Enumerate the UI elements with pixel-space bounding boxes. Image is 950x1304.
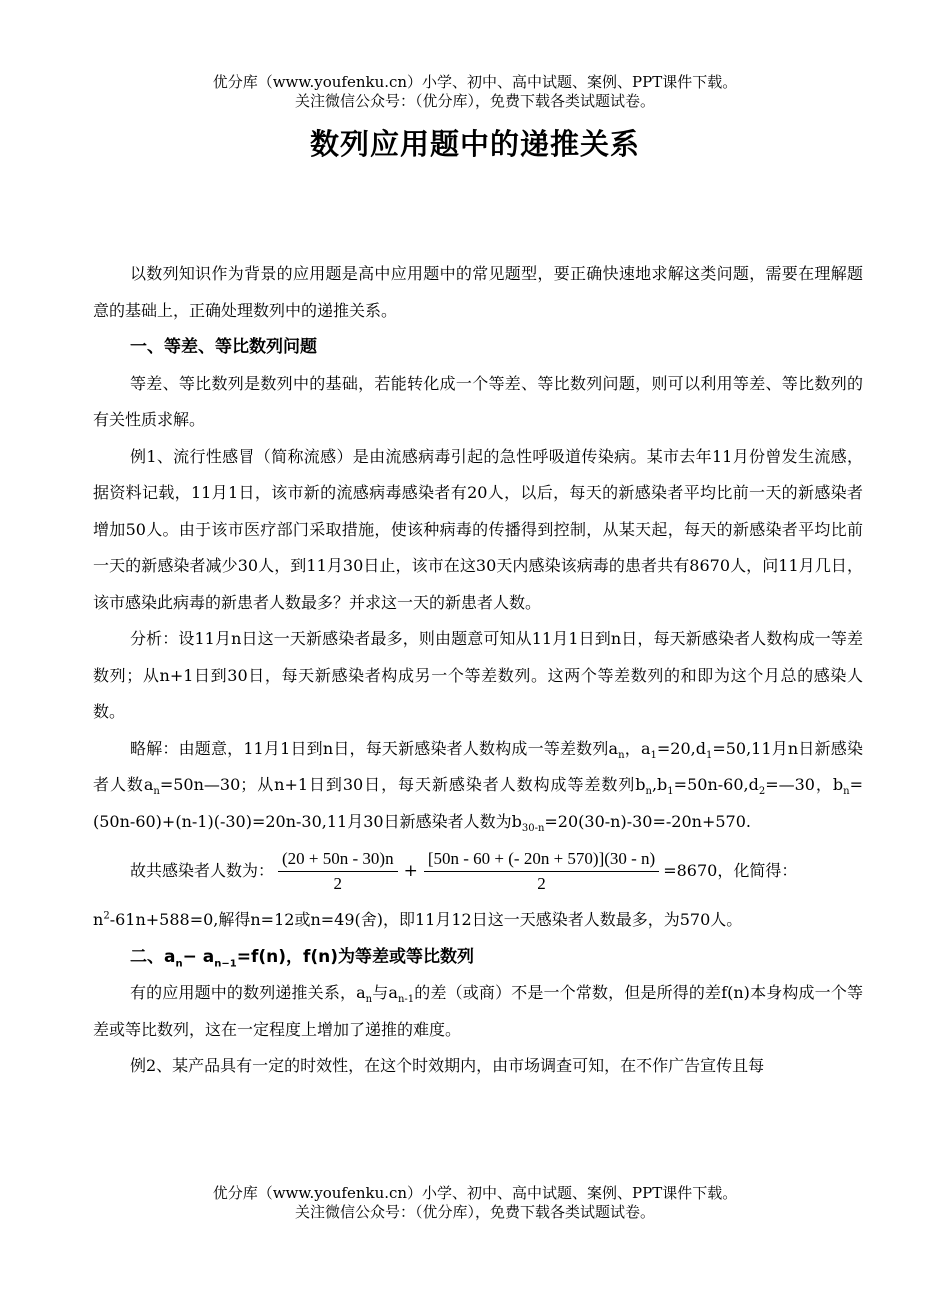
analysis-paragraph: 分析：设11月n日这一天新感染者最多，则由题意可知从11月1日到n日，每天新感染者人数构成一等差数列；从n+1日到30日，每天新感染者构成另一个等差数列。这两个等差数列的和即为这个月总的感染人数。	[93, 629, 863, 721]
document-body	[93, 256, 863, 1085]
intro-paragraph: 以数列知识作为背景的应用题是高中应用题中的常见题型，要正确快速地求解这类问题，需要在理解题意的基础上，正确处理数列中的递推关系。	[93, 264, 863, 320]
fraction-1	[278, 847, 398, 896]
sum-formula	[93, 840, 863, 902]
footer-line-1: 优分库（www.youfenku.cn）小学、初中、高中试题、案例、PPT课件下载。	[212, 1184, 738, 1202]
formula-tail: =8670，化简得：	[663, 860, 798, 880]
section-1-paragraph: 等差、等比数列是数列中的基础，若能转化成一个等差、等比数列问题，则可以利用等差、等比数列的有关性质求解。	[93, 373, 863, 429]
header-line-2: 关注微信公众号：（优分库），免费下载各类试题试卷。	[294, 92, 655, 110]
document-title: 数列应用题中的递推关系	[309, 127, 640, 161]
fraction-1-denominator: 2	[333, 873, 343, 893]
fraction-2-denominator: 2	[537, 873, 546, 893]
example-2-paragraph: 例2、某产品具有一定的时效性，在这个时效期内，由市场调查可知，在不作广告宣传且每	[130, 1056, 765, 1075]
formula-plus: +	[403, 860, 418, 881]
fraction-1-numerator: (20 + 50n - 30)n	[278, 847, 398, 872]
solution-paragraph: 略解：由题意，11月1日到n日，每天新感染者人数构成一等差数列$a_n$，$a_1=20,d_1=50,11$月n日新感染者人数$a_n=50n—30$；从n+1日到30日，每天新感染者人数构成等差数列$b_n,b_1=50n-60,d_2=—30$，$b_n=(50n-60)+(n-1)(-30)=20n-30,11$月30日新感染者人数为$b_{30-n}=20(30-n)-30=-20n+570$.	[93, 738, 863, 834]
header-line-1: 优分库（www.youfenku.cn）小学、初中、高中试题、案例、PPT课件下载。	[212, 73, 738, 91]
fraction-2-numerator: [50n - 60 + (- 20n + 570)](30 - n)	[424, 847, 659, 872]
result-paragraph: $n^2-61n+588=0$,解得n=12或n=49(舍)，即11月12日这一天感染者人数最多，为570人。	[93, 910, 743, 929]
section-2-heading: 二、$a_n- a_{n-1}=f(n)$，f(n)为等差或等比数列	[130, 946, 475, 969]
section-2-paragraph: 有的应用题中的数列递推关系，$a_n$与$a_{n-1}$的差（或商）不是一个常数，但是所得的差f(n)本身构成一个等差或等比数列，这在一定程度上增加了递推的难度。	[93, 983, 863, 1039]
formula-lead: 故共感染者人数为：	[130, 860, 275, 880]
page-header	[0, 73, 950, 111]
footer-line-2: 关注微信公众号：（优分库），免费下载各类试题试卷。	[294, 1203, 655, 1221]
fraction-2	[424, 847, 659, 896]
example-1-paragraph: 例1、流行性感冒（简称流感）是由流感病毒引起的急性呼吸道传染病。某市去年11月份曾发生流感，据资料记载，11月1日，该市新的流感病毒感染者有20人，以后，每天的新感染者平均比前一天的新感染者增加50人。由于该市医疗部门采取措施，使该种病毒的传播得到控制，从某天起，每天的新感染者平均比前一天的新感染者减少30人，到11月30日止，该市在这30天内感染该病毒的患者共有8670人，问11月几日，该市感染此病毒的新患者人数最多？并求这一天的新患者人数。	[93, 446, 863, 612]
section-1-heading: 一、等差、等比数列问题	[130, 337, 317, 357]
page-footer	[0, 1184, 950, 1222]
